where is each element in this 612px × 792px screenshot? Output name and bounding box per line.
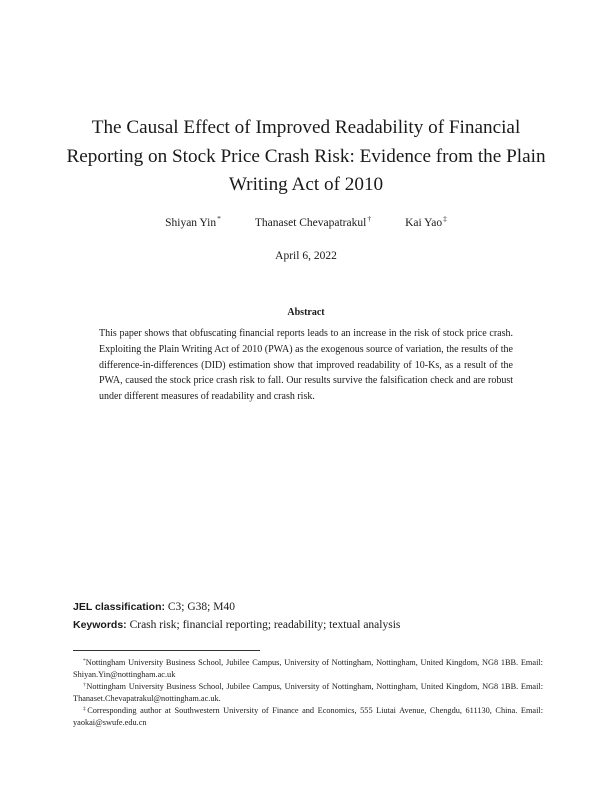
footnote-mark: *: [83, 658, 86, 664]
footnote: [73, 704, 543, 728]
author: [255, 214, 371, 229]
keywords-label: Keywords:: [73, 619, 127, 631]
paper-title: The Causal Effect of Improved Readability of Financial Reporting on Stock Price Crash Risk: Evidence from the Plain Writing Act of 2010: [66, 117, 546, 195]
author-name: Kai Yao: [405, 217, 443, 229]
jel-value: C3; G38; M40: [167, 601, 235, 613]
author-name: Thanaset Chevapatrakul: [254, 217, 367, 229]
footnote-text: Nottingham University Business School, Jubilee Campus, University of Nottingham, Nottingham, United Kingdom, NG8 1BB. Email: Thanaset.Chevapatrakul@nottingham.ac.uk.: [73, 682, 543, 703]
keywords-value: Crash risk; financial reporting; readability; textual analysis: [129, 619, 401, 631]
author-name: Shiyan Yin: [165, 217, 217, 229]
paper-date: April 6, 2022: [275, 250, 337, 262]
keywords: [73, 619, 400, 631]
footnotes: [73, 656, 543, 728]
jel-classification: [73, 601, 235, 613]
footnote-mark: †: [367, 214, 372, 223]
footnote-text: Corresponding author at Southwestern University of Finance and Economics, 555 Liutai Avenue, Chengdu, 611130, China. Email: yaokai@swufe.edu.cn: [73, 706, 544, 727]
jel-label: JEL classification:: [73, 601, 166, 613]
footnote: [73, 656, 543, 680]
abstract-heading: Abstract: [287, 307, 325, 318]
author-list: [56, 214, 556, 229]
footnote-mark: ‡: [443, 214, 447, 223]
author: [165, 214, 221, 229]
footnote-divider: [73, 650, 260, 651]
footnote-mark: *: [217, 214, 221, 223]
abstract-text: This paper shows that obfuscating financial reports leads to an increase in the risk of stock price crash. Exploiting the Plain Writing Act of 2010 (PWA) as the exogenous source of variation, the results of the difference-in-differences (DID) estimation show that improved readability of 10-Ks, as a result of the PWA, caused the stock price crash risk to fall. Our results survive the falsification check and are robust under different measures of readability and crash risk.: [99, 328, 513, 403]
footnote: [73, 680, 543, 704]
author: [405, 214, 447, 229]
footnote-text: Nottingham University Business School, Jubilee Campus, University of Nottingham, Nottingham, United Kingdom, NG8 1BB. Email: Shiyan.Yin@nottingham.ac.uk: [73, 658, 543, 679]
footnote-mark: ‡: [83, 706, 88, 712]
footnote-mark: †: [83, 682, 87, 688]
